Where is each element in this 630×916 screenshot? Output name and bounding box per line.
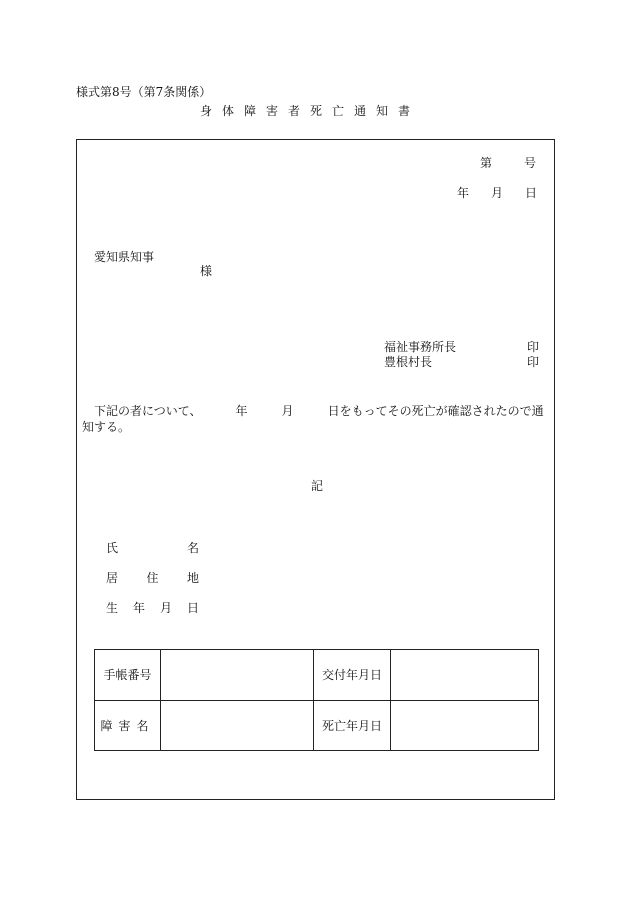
notice-body <box>82 403 544 435</box>
field-birth-char-2: 年 <box>132 601 145 615</box>
date-day-label: 日 <box>525 186 538 200</box>
issue-date-line <box>457 187 537 199</box>
field-name <box>106 542 199 554</box>
body-part-2: 日をもってその死亡が確認されたので通知する。 <box>82 404 544 434</box>
disability-name-label: 障害名 <box>95 700 161 751</box>
number-label-go: 号 <box>524 156 537 170</box>
field-birth-char-3: 月 <box>159 601 172 615</box>
field-address-char-2: 住 <box>146 571 159 585</box>
seal-mark-1: 印 <box>526 340 539 354</box>
sender-row-village <box>384 356 539 368</box>
document-number-line <box>480 157 536 169</box>
field-birth-char-4: 日 <box>186 601 199 615</box>
sender-welfare-office: 福祉事務所長 <box>384 340 457 354</box>
sender-row-welfare <box>384 341 539 353</box>
field-birth-char-1: 生 <box>106 601 119 615</box>
details-table <box>94 649 539 751</box>
field-address-char-1: 居 <box>106 571 119 585</box>
addressee-name: 愛知県知事 <box>94 250 155 264</box>
date-year-label: 年 <box>457 186 470 200</box>
addressee-honorific: 様 <box>200 264 213 278</box>
date-month-label: 月 <box>491 186 504 200</box>
issue-date-label: 交付年月日 <box>314 650 391 701</box>
number-label-dai: 第 <box>480 156 493 170</box>
death-date-label: 死亡年月日 <box>314 700 391 751</box>
document-title: 身体障害者死亡通知書 <box>200 104 421 118</box>
death-date-cell[interactable] <box>391 700 539 751</box>
issue-date-cell[interactable] <box>391 650 539 701</box>
field-address <box>106 572 199 584</box>
record-heading: 記 <box>311 479 324 493</box>
notebook-number-label: 手帳番号 <box>95 650 161 701</box>
body-part-1: 下記の者について、 <box>94 404 202 418</box>
field-address-char-3: 地 <box>186 571 199 585</box>
body-month: 月 <box>281 404 294 418</box>
field-name-char-1: 氏 <box>106 541 119 555</box>
body-year: 年 <box>235 404 248 418</box>
table-row <box>95 650 539 701</box>
form-number: 様式第8号（第7条関係） <box>76 85 212 99</box>
notebook-number-cell[interactable] <box>161 650 314 701</box>
table-row <box>95 700 539 751</box>
seal-mark-2: 印 <box>526 355 539 369</box>
field-birthdate <box>106 602 199 614</box>
field-name-char-2: 名 <box>186 541 199 555</box>
disability-name-cell[interactable] <box>161 700 314 751</box>
sender-village-head: 豊根村長 <box>384 355 433 369</box>
